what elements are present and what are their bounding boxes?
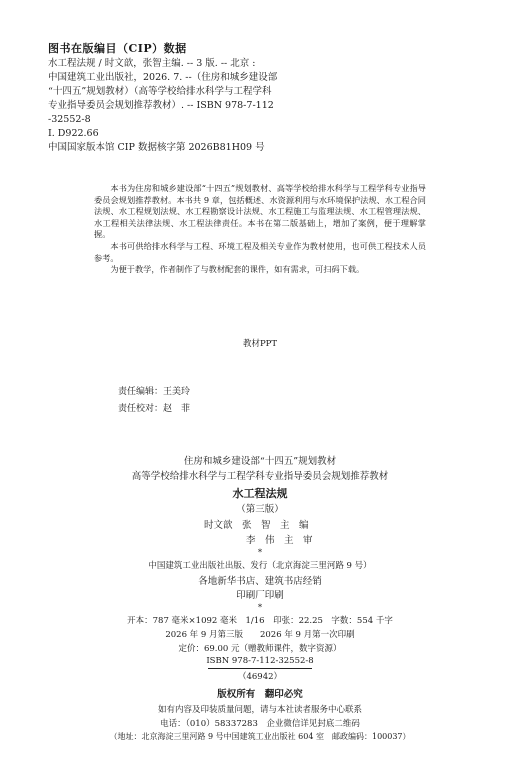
- isbn: ISBN 978-7-112-32552-8: [206, 656, 314, 666]
- contact-phone: 电话：（010）58337283 企业微信详见封底二维码: [160, 719, 360, 729]
- cip-line: 水工程法规 / 时文歆，张智主编. -- 3 版. -- 北京 :: [48, 58, 256, 69]
- cip-classification: Ⅰ. D922.66: [48, 128, 99, 139]
- price: 定价：69.00 元（赠教师课件，数字资源）: [178, 644, 342, 654]
- cip-line: -32552-8: [48, 114, 91, 125]
- summary-paragraph: 为便于教学，作者制作了与教材配套的课件，如有需求，可扫码下载。: [110, 264, 365, 275]
- format-specs: 开本：787 毫米×1092 毫米 1/16 印张：22.25 字数：554 千字: [127, 616, 393, 626]
- qr-caption: 教材PPT: [242, 339, 278, 349]
- series-line-2: 高等学校给排水科学与工程学科专业指导委员会规划推荐教材: [131, 471, 389, 482]
- printer-line: 印刷厂印刷: [236, 590, 284, 601]
- cip-line: 专业指导委员会规划推荐教材）. -- ISBN 978-7-112: [48, 100, 274, 111]
- contact-address: （地址：北京海淀三里河路 9 号中国建筑工业出版社 604 室 邮政编码：100037）: [109, 732, 411, 741]
- book-title: 水工程法规: [232, 487, 288, 500]
- distributor-line: 各地新华书店、建筑书店经销: [198, 576, 322, 587]
- separator-star: *: [257, 603, 263, 613]
- isbn-code: （46942）: [237, 672, 283, 682]
- cip-line: 中国建筑工业出版社，2026. 7. --（住房和城乡建设部: [48, 72, 278, 83]
- responsible-editor: 责任编辑：王美玲: [118, 387, 191, 397]
- cip-title: 图书在版编目（CIP）数据: [48, 42, 187, 55]
- separator-star: *: [257, 548, 263, 558]
- cip-number: 中国国家版本馆 CIP 数据核字第 2026B81H09 号: [48, 142, 265, 153]
- edition-dates: 2026 年 9 月第三版 2026 年 9 月第一次印刷: [165, 630, 355, 640]
- rights-notice: 版权所有 翻印必究: [217, 689, 303, 700]
- cip-line: “十四五”规划教材）（高等学校给排水科学与工程学科: [48, 86, 272, 97]
- series-line-1: 住房和城乡建设部“十四五”规划教材: [183, 456, 337, 467]
- reviewer: 李 伟 主 审: [246, 535, 313, 546]
- isbn-underline: [208, 668, 312, 669]
- publisher-line: 中国建筑工业出版社出版、发行（北京海淀三里河路 9 号）: [148, 561, 372, 571]
- quality-notice: 如有内容及印装质量问题，请与本社读者服务中心联系: [157, 705, 362, 715]
- edition: （第三版）: [236, 504, 284, 515]
- summary-paragraph: 本书可供给排水科学与工程、环境工程及相关专业作为教材使用，也可供工程技术人员参考。: [94, 240, 426, 263]
- chief-editors: 时文歆 张 智 主 编: [204, 520, 309, 531]
- responsible-proofreader: 责任校对：赵 菲: [118, 404, 191, 414]
- book-summary: [94, 183, 426, 276]
- summary-paragraph: 本书为住房和城乡建设部“十四五”规划教材、高等学校给排水科学与工程学科专业指导委员会规划推荐教材。本书共 9 章，包括概述、水资源利用与水环境保护法规、水工程合同法规、水工程规划法规、水工程勘察设计法规、水工程施工与监理法规、水工程管理法规、水工程相关法律法规、水工程法律责任。本书在第二版基础上，增加了案例，便于理解掌握。: [94, 183, 426, 240]
